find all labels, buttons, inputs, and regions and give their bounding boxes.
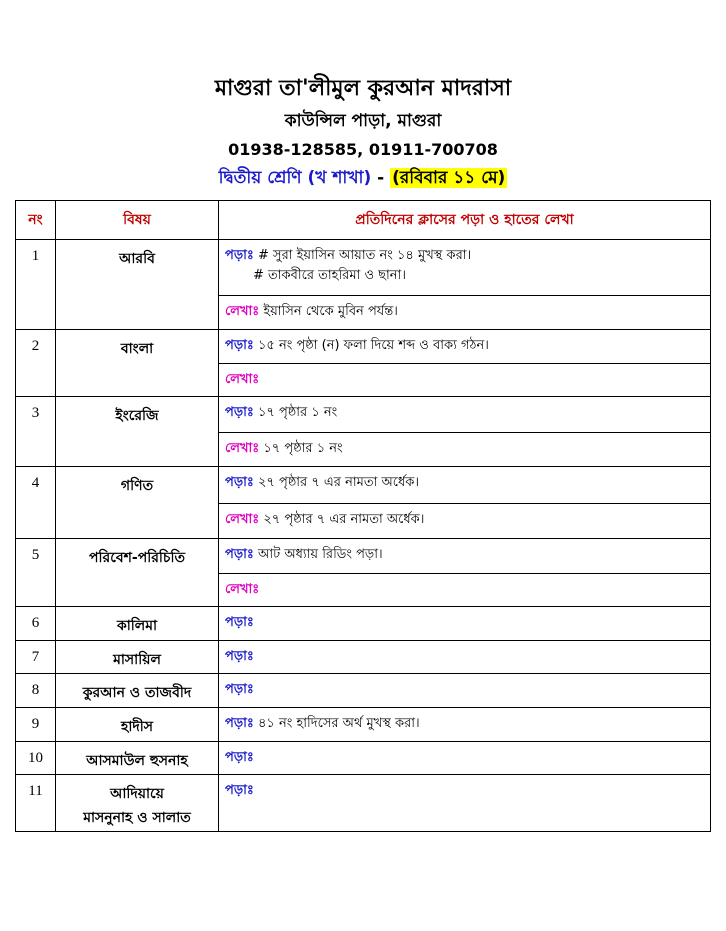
class-label: দ্বিতীয় শ্রেণি (খ শাখা) [218,168,372,188]
read-label: পড়াঃ [225,682,254,697]
read-text: ৪১ নং হাদিসের অর্থ মুখস্থ করা। [257,716,420,731]
table-row [16,775,711,832]
read-text: # সুরা ইয়াসিন আয়াত নং ১৪ মুখস্থ করা। [257,248,472,263]
write-label: লেখাঃ [225,304,260,319]
row-subject-line-1: আদিয়ায়ে [110,786,164,802]
row-subject: মাসায়িল [56,641,219,674]
row-write-cell [219,504,711,539]
row-number: 5 [16,539,56,607]
row-subject: আরবি [56,240,219,330]
institution-title: মাগুরা তা'লীমুল কুরআন মাদরাসা [214,76,512,101]
row-number: 11 [16,775,56,832]
row-number: 4 [16,467,56,539]
write-text: ২৭ পৃষ্ঠার ৭ এর নামতা অর্ধেক। [263,512,425,527]
read-label: পড়াঃ [225,338,254,353]
row-number: 9 [16,708,56,742]
class-separator: - [371,168,391,188]
read-label: পড়াঃ [225,547,254,562]
row-subject: পরিবেশ-পরিচিতি [56,539,219,607]
row-subject-line-2: মাসনুনাহ ও সালাত [83,810,191,826]
row-subject: গণিত [56,467,219,539]
row-read-cell [219,467,711,504]
table-row [16,674,711,708]
row-subject: কুরআন ও তাজবীদ [56,674,219,708]
write-label: লেখাঃ [225,441,260,456]
row-subject [56,775,219,832]
table-row [16,708,711,742]
read-text-2: # তাকবীরে তাহরিমা ও ছানা। [253,268,406,283]
read-label: পড়াঃ [225,615,254,630]
row-read-cell [219,674,711,708]
row-number: 6 [16,607,56,641]
row-read-cell [219,539,711,574]
row-number: 3 [16,397,56,467]
row-subject: কালিমা [56,607,219,641]
col-header-no: নং [16,201,56,240]
read-text: ১৭ পৃষ্ঠার ১ নং [257,405,338,420]
row-read-cell [219,330,711,364]
read-label: পড়াঃ [225,750,254,765]
col-header-subject: বিষয় [56,201,219,240]
document-header [0,72,726,192]
table-row [16,742,711,775]
read-label: পড়াঃ [225,649,254,664]
col-header-details: প্রতিদিনের ক্লাসের পড়া ও হাতের লেখা [219,201,711,240]
row-read-cell [219,641,711,674]
homework-table [15,200,711,832]
write-label: লেখাঃ [225,512,260,527]
class-line [0,164,726,192]
row-read-cell [219,742,711,775]
read-text: আট অধ্যায় রিডিং পড়া। [257,547,383,562]
row-read-cell [219,775,711,832]
row-read-cell [219,240,711,296]
read-label: পড়াঃ [225,248,254,263]
write-text: ইয়াসিন থেকে মুবিন পর্যন্ত। [263,304,398,319]
read-label: পড়াঃ [225,475,254,490]
write-label: লেখাঃ [225,582,260,597]
read-label: পড়াঃ [225,783,254,798]
row-number: 10 [16,742,56,775]
write-text: ১৭ পৃষ্ঠার ১ নং [263,441,343,456]
table-row [16,467,711,504]
row-subject: বাংলা [56,330,219,397]
row-read-cell [219,708,711,742]
table-row [16,539,711,574]
table-row [16,641,711,674]
row-subject: হাদীস [56,708,219,742]
row-write-cell [219,364,711,397]
day-label: (রবিবার ১১ মে) [392,168,506,188]
row-write-cell [219,433,711,467]
institution-address: কাউন্সিল পাড়া, মাগুরা [284,111,442,131]
table-row [16,240,711,296]
row-subject: ইংরেজি [56,397,219,467]
table-header-row [16,201,711,240]
row-number: 2 [16,330,56,397]
read-text: ১৫ নং পৃষ্ঠা (ন) ফলা দিয়ে শব্দ ও বাক্য গঠন। [257,338,489,353]
write-label: লেখাঃ [225,372,260,387]
table-row [16,330,711,364]
read-label: পড়াঃ [225,405,254,420]
row-number: 8 [16,674,56,708]
table-row [16,607,711,641]
row-number: 7 [16,641,56,674]
row-read-cell [219,397,711,433]
read-label: পড়াঃ [225,716,254,731]
row-read-cell [219,607,711,641]
row-number: 1 [16,240,56,330]
row-subject: আসমাউল হুসনাহ [56,742,219,775]
row-write-cell [219,296,711,330]
table-row [16,397,711,433]
row-write-cell [219,574,711,607]
contact-phones: 01938-128585, 01911-700708 [228,140,498,159]
read-text: ২৭ পৃষ্ঠার ৭ এর নামতা অর্ধেক। [257,475,420,490]
